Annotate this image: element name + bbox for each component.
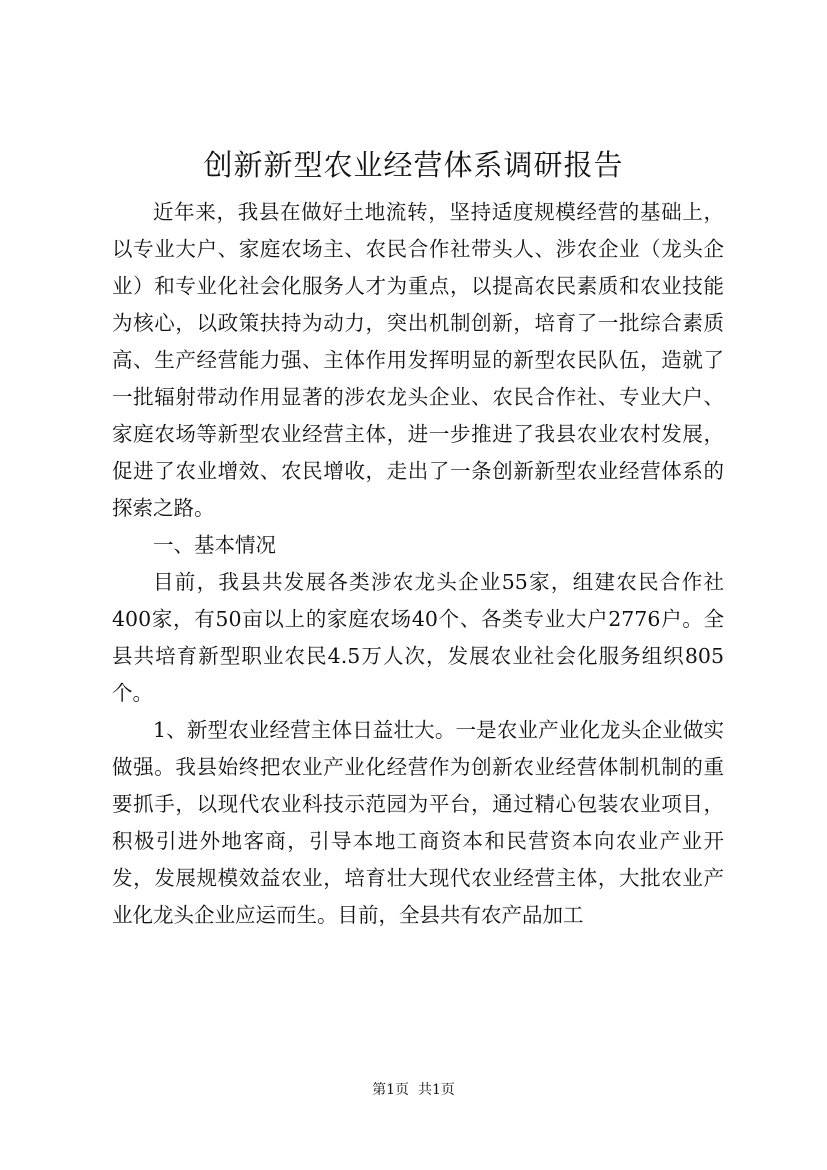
section-heading-basic-situation: 一、基本情况: [153, 533, 276, 557]
page-footer: [0, 1080, 827, 1100]
document-body: [112, 194, 724, 934]
page-number-label: 第1页 共1页: [372, 1082, 455, 1098]
intro-paragraph: 近年来，我县在做好土地流转，坚持适度规模经营的基础上，以专业大户、家庭农场主、农民合作社带头人、涉农企业（龙头企业）和专业化社会化服务人才为重点，以提高农民素质和农业技能为核心，以政策扶持为动力，突出机制创新，培育了一批综合素质高、生产经营能力强、主体作用发挥明显的新型农民队伍，造就了一批辐射带动作用显著的涉农龙头企业、农民合作社、专业大户、家庭农场等新型农业经营主体，进一步推进了我县农业农村发展，促进了农业增效、农民增收，走出了一条创新新型农业经营体系的探索之路。: [112, 200, 724, 520]
subsection-paragraph-1: 1、新型农业经营主体日益壮大。一是农业产业化龙头企业做实做强。我县始终把农业产业化经营作为创新农业经营体制机制的重要抓手，以现代农业科技示范园为平台，通过精心包装农业项目，积极引进外地客商，引导本地工商资本和民营资本向农业产业开发，发展规模效益农业，培育壮大现代农业经营主体，大批农业产业化龙头企业应运而生。目前，全县共有农产品加工: [112, 718, 724, 927]
statistics-paragraph: 目前，我县共发展各类涉农龙头企业55家，组建农民合作社400家，有50亩以上的家庭农场40个、各类专业大户2776户。全县共培育新型职业农民4.5万人次，发展农业社会化服务组织805个。: [112, 570, 724, 705]
document-title: 创新新型农业经营体系调研报告: [203, 148, 624, 182]
